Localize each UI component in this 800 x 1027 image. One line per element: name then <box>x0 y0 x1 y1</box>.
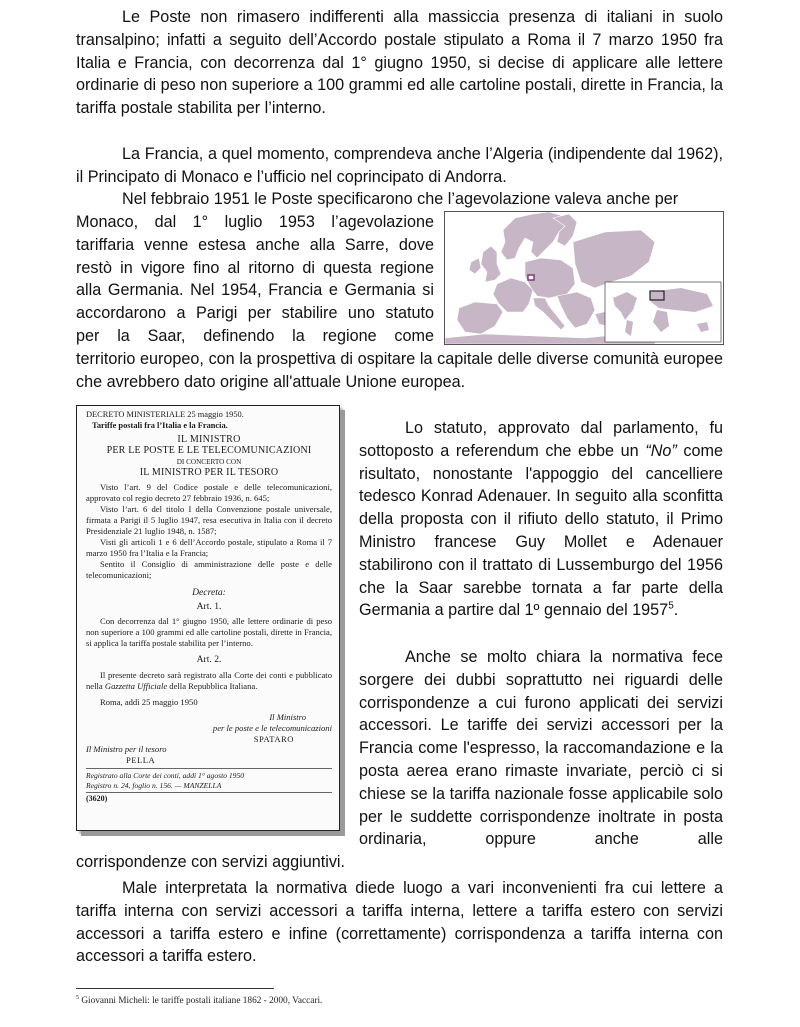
text-line: Monaco, dal 1° luglio 1953 l’agevolazione <box>76 213 434 231</box>
statute-text-2: come risultato, nonostante l'appoggio del cancelliere tedesco Konrad Adenauer. In seguito alla sconfitta della proposta con il rifiuto dello statuto, il Primo Ministro francese Guy Mollet e Adenauer stabilirono con il trattato di Lussemburgo del 1956 che la Saar sarebbe tornata a far parte della Germania a partire dal 1º gennaio del 1957 <box>359 441 723 620</box>
decree-header-2: Tariffe postali fra l’Italia e la Francia. <box>92 420 228 430</box>
footnote-divider <box>76 988 274 989</box>
decree-title-poste: PER LE POSTE E LE TELECOMUNICAZIONI <box>106 444 312 456</box>
decree-registration-2: Registro n. 24, foglio n. 156. — MANZELLA <box>86 780 222 790</box>
decree-visto-2: Visto l’art. 6 del titolo I della Convenzione postale universale, firmata a Parigi il 5 luglio 1947, resa esecutiva in Italia con il decreto Presidenziale 21 luglio 1948, n. 1587; <box>86 504 332 537</box>
text-line: tariffaria venne estesa anche alla Sarre, dove <box>76 235 434 254</box>
no-word: “No” <box>645 441 677 460</box>
footnote-mark: 5 <box>76 994 79 1001</box>
footnote <box>76 996 322 1006</box>
decree-signature-1: Il Ministro <box>269 711 306 722</box>
decree-title-tesoro: IL MINISTRO PER IL TESORO <box>139 466 279 478</box>
saar-highlight <box>528 275 534 280</box>
intro-paragraph-3-end: territorio europeo, con la prospettiva di ospitare la capitale delle diverse comunità europee che avrebbero dato origine all'attuale Unione europea. <box>76 350 723 391</box>
map-graphic <box>445 212 723 344</box>
decree-art-2-text: Il presente decreto sarà registrato alla Corte dei conti e pubblicato nella Gazzetta Ufficiale della Repubblica Italiana. <box>86 670 332 691</box>
decree-decreta: Decreta: <box>192 586 226 598</box>
text-line: alla Germania. Nel 1954, Francia e Germania si <box>76 281 434 300</box>
intro-paragraph-1: Le Poste non rimasero indifferenti alla massiccia presenza di italiani in suolo transalpino; infatti a seguito dell’Accordo postale stipulato a Roma il 7 marzo 1950 fra Italia e Francia, con decorrenza dal 1° giugno 1950, si decise di applicare alle lettere ordinarie di peso non superiore a 100 grammi ed alle cartoline postali, dirette in Francia, la tariffa postale stabilita per l’interno. <box>76 8 723 118</box>
decree-registration-1: Registrato alla Corte dei conti, addì 1° agosto 1950 <box>86 768 332 780</box>
statute-text-1: Lo statuto, approvato dal parlamento, fu sottoposto a referendum che ebbe un <box>359 419 723 460</box>
text-line: accordarono a Parigi per stabilire uno statuto <box>76 304 434 323</box>
decree-tesoro-minister: Il Ministro per il tesoro <box>86 744 167 755</box>
decree-signature-name: SPATARO <box>253 733 294 744</box>
decree-art-1: Art. 1. <box>196 600 222 612</box>
decree-art-2: Art. 2. <box>196 654 222 666</box>
decree-title-concerto: DI CONCERTO CON <box>176 457 242 466</box>
text-line: restò in vigore fino al ritorno di questa regione <box>76 258 434 277</box>
decree-title-minister: IL MINISTRO <box>177 433 241 445</box>
decree-art-1-text: Con decorrenza dal 1° giugno 1950, alle lettere ordinarie di peso non superiore a 100 grammi ed alle cartoline postali, dirette in Francia, si applica la tariffa postale stabilita per l’interno. <box>86 616 332 649</box>
final-paragraph: Male interpretata la normativa diede luogo a vari inconvenienti fra cui lettere a tariffa interna con servizi accessori a tariffa interna, lettere a tariffa estero con servizi accessori a tariffa estero e infine (correttamente) corrispondenza a tariffa interna con accessori a tariffa estero. <box>76 879 723 966</box>
statute-paragraph <box>359 417 723 622</box>
decree-visto-1: Visto l’art. 9 del Codice postale e delle telecomunicazioni, approvato col regio decreto 27 febbraio 1936, n. 645; <box>86 482 332 504</box>
intro-paragraph-3-wrap <box>76 211 434 348</box>
intro-paragraph-3-start: Nel febbraio 1951 le Poste specificarono che l’agevolazione valeva anche per <box>122 190 679 208</box>
statute-text-3: . <box>673 601 679 620</box>
europe-locator-map <box>444 211 724 345</box>
text-line: per la Saar, definendo la regione come <box>76 326 434 345</box>
decree-date: Roma, addì 25 maggio 1950 <box>100 696 198 707</box>
intro-paragraph-2: La Francia, a quel momento, comprendeva anche l’Algeria (indipendente dal 1962), il Principato di Monaco e l’ufficio nel coprincipato di Andorra. <box>76 145 723 186</box>
decree-sentito: Sentito il Consiglio di amministrazione delle poste e delle telecomunicazioni; <box>86 558 332 580</box>
decree-text <box>77 406 339 805</box>
footnote-reference[interactable]: 5 <box>668 600 674 612</box>
world-inset-map <box>605 282 721 342</box>
decree-visto-3: Visti gli articoli 1 e 6 dell’Accordo postale, stipulato a Roma il 7 marzo 1950 fra l’Italia e la Francia; <box>86 536 332 558</box>
footnote-text: Giovanni Micheli: le tariffe postali italiane 1862 - 2000, Vaccari. <box>79 996 323 1006</box>
accessory-services-end: corrispondenze con servizi aggiuntivi. <box>76 853 346 871</box>
decree-tesoro-name: PELLA <box>126 755 156 766</box>
decree-code: (3620) <box>86 792 332 805</box>
accessory-services-paragraph: Anche se molto chiara la normativa fece sorgere dei dubbi soprattutto nei riguardi delle corrispondenze a cui furono applicati dei servizi accessori. Le tariffe dei servizi accessori per la Francia come l'espresso, la raccomandazione e la posta aerea erano rimaste invariate, perciò ci si chiese se la tariffa nazionale fosse applicabile solo per le suddette corrispondenze inoltrate in posta ordinaria, oppure anche alle <box>359 648 723 849</box>
decree-header-1: DECRETO MINISTERIALE 25 maggio 1950. <box>86 410 244 419</box>
decree-signature-2: per le poste e le telecomunicazioni <box>212 722 332 733</box>
decree-clipping <box>76 405 340 831</box>
